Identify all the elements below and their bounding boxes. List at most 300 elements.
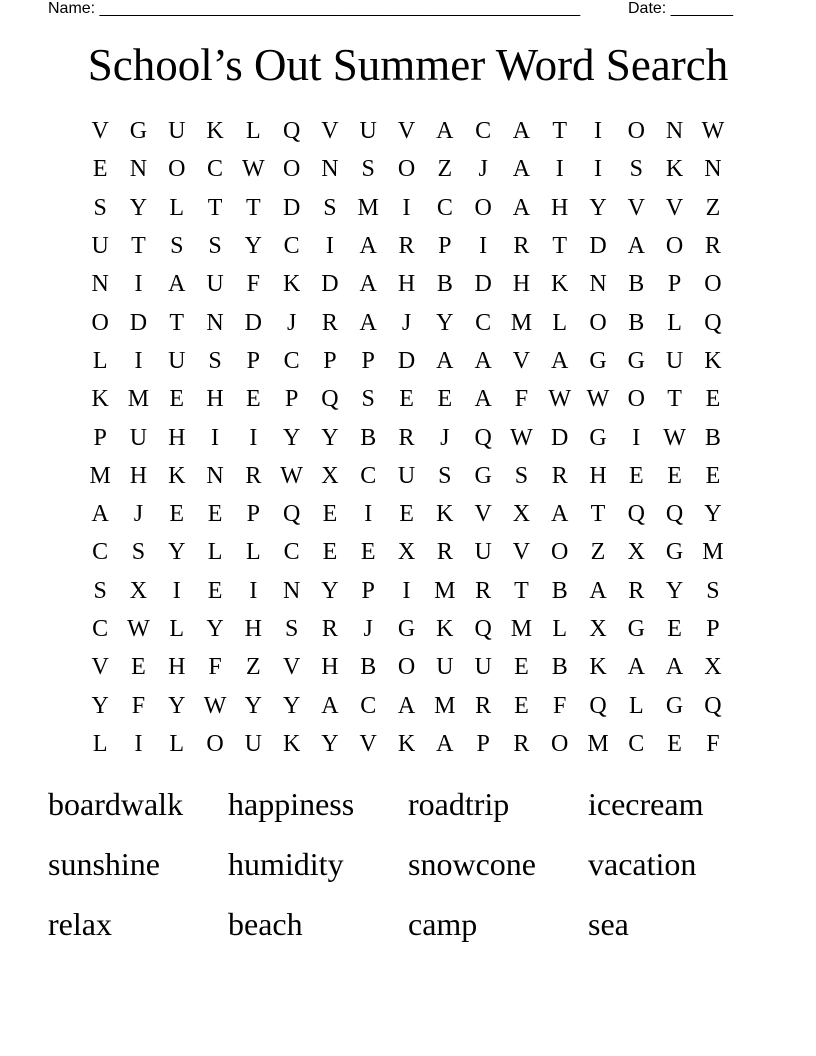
grid-letter: C [92, 616, 109, 642]
grid-letter: I [134, 271, 143, 298]
grid-letter: O [627, 386, 645, 413]
grid-letter: P [438, 233, 452, 260]
grid-letter: D [282, 194, 301, 221]
grid-letter: Q [704, 692, 722, 719]
grid-letter: B [704, 424, 721, 451]
grid-letter: A [551, 347, 569, 374]
grid-letter: A [474, 386, 492, 413]
grid-letter: I [402, 577, 411, 604]
grid-letter: G [589, 347, 607, 374]
grid-letter: E [705, 462, 721, 489]
grid-letter: U [474, 654, 492, 681]
word-list-item: vacation [588, 846, 697, 882]
grid-letter: D [129, 309, 148, 336]
grid-letter: A [436, 347, 454, 374]
grid-letter: M [434, 692, 456, 719]
grid-letter: N [589, 271, 607, 298]
date-field[interactable]: Date: _______ [628, 0, 733, 17]
grid-letter: R [398, 424, 415, 451]
grid-letter: S [208, 233, 222, 260]
grid-letter: Q [474, 424, 492, 451]
grid-letter: I [172, 577, 181, 604]
grid-letter: Y [168, 539, 186, 566]
grid-letter: W [203, 692, 227, 719]
grid-letter: A [321, 692, 339, 719]
grid-letter: R [321, 616, 338, 642]
grid-letter: X [589, 616, 607, 642]
grid-letter: S [208, 347, 222, 374]
grid-letter: M [510, 616, 533, 642]
grid-letter: S [131, 539, 146, 566]
name-field[interactable]: Name: ______________________________________________________ [48, 0, 581, 17]
grid-letter: K [206, 118, 224, 145]
grid-letter: G [397, 616, 416, 642]
grid-letter: V [474, 501, 492, 528]
grid-letter: R [398, 233, 415, 260]
grid-letter: S [284, 616, 299, 642]
grid-letter: O [551, 730, 569, 757]
grid-letter: S [93, 577, 107, 604]
grid-letter: F [553, 692, 567, 719]
grid-letter: Y [244, 692, 262, 719]
grid-letter: O [168, 156, 186, 183]
grid-letter: D [589, 233, 607, 260]
grid-letter: O [551, 539, 569, 566]
grid-letter: O [91, 309, 109, 336]
grid-letter: G [627, 616, 645, 642]
grid-letter: A [512, 118, 531, 145]
grid-letter: E [131, 654, 146, 681]
grid-letter: N [321, 156, 339, 183]
grid-letter: A [359, 233, 377, 260]
grid-letter: K [704, 347, 722, 374]
grid-letter: I [555, 156, 564, 183]
grid-letter: B [436, 271, 453, 298]
grid-letter: R [704, 233, 721, 260]
grid-letter: L [628, 692, 644, 719]
grid-letter: L [552, 309, 568, 336]
grid-letter: X [627, 539, 645, 566]
grid-letter: U [397, 462, 416, 489]
header-line [48, 0, 748, 20]
grid-letter: A [474, 347, 492, 374]
grid-letter: W [586, 386, 610, 413]
grid-letter: W [242, 156, 265, 183]
grid-letter: K [551, 271, 569, 298]
grid-letter: R [628, 577, 645, 604]
grid-letter: I [325, 233, 334, 260]
grid-letter: P [246, 347, 261, 374]
grid-letter: D [474, 271, 492, 298]
grid-letter: T [131, 233, 146, 260]
grid-letter: U [206, 271, 224, 298]
grid-letter: E [705, 386, 721, 413]
grid-letter: S [361, 156, 375, 183]
grid-letter: I [479, 233, 488, 260]
grid-letter: O [397, 156, 416, 183]
grid-letter: Y [321, 424, 339, 451]
grid-letter: R [321, 309, 338, 336]
grid-letter: T [667, 386, 682, 413]
grid-letter: A [168, 271, 186, 298]
grid-letter: C [207, 156, 224, 183]
grid-letter: Y [589, 194, 607, 221]
grid-letter: R [475, 692, 492, 719]
grid-letter: I [249, 424, 258, 451]
grid-letter: A [627, 654, 645, 681]
grid-letter: M [587, 730, 609, 757]
word-list [48, 777, 768, 957]
grid-letter: Y [206, 616, 224, 642]
grid-letter: E [667, 730, 682, 757]
grid-letter: E [169, 386, 185, 413]
grid-letter: V [512, 539, 531, 566]
grid-letter: S [438, 462, 452, 489]
grid-letter: Q [282, 501, 301, 528]
grid-letter: J [133, 501, 144, 528]
grid-letter: L [552, 616, 568, 642]
grid-letter: Q [589, 692, 607, 719]
word-list-item: camp [408, 906, 478, 942]
grid-letter: T [552, 233, 568, 260]
grid-letter: B [360, 654, 377, 681]
grid-letter: G [474, 462, 492, 489]
grid-letter: R [551, 462, 568, 489]
grid-letter: H [244, 616, 262, 642]
grid-letter: A [436, 118, 454, 145]
grid-letter: E [437, 386, 453, 413]
grid-letter: E [399, 501, 414, 528]
grid-letter: N [665, 118, 684, 145]
grid-letter: P [246, 501, 261, 528]
grid-letter: Z [705, 194, 721, 221]
grid-letter: U [474, 539, 492, 566]
grid-letter: M [89, 462, 111, 489]
grid-letter: B [628, 309, 645, 336]
grid-letter: C [360, 692, 377, 719]
grid-letter: L [667, 309, 682, 336]
grid-letter: T [207, 194, 223, 221]
grid-letter: K [665, 156, 684, 183]
grid-letter: N [129, 156, 148, 183]
grid-letter: W [548, 386, 572, 413]
grid-letter: P [93, 424, 107, 451]
grid-letter: P [361, 577, 375, 604]
grid-letter: F [514, 386, 529, 413]
grid-letter: N [206, 462, 224, 489]
grid-letter: R [436, 539, 453, 566]
grid-letter: N [91, 271, 109, 298]
grid-letter: R [245, 462, 262, 489]
grid-letter: A [397, 692, 416, 719]
grid-letter: T [514, 577, 529, 604]
grid-letter: S [170, 233, 184, 260]
grid-letter: V [321, 118, 339, 145]
grid-letter: O [474, 194, 492, 221]
grid-letter: Y [321, 730, 339, 757]
grid-letter: Q [704, 309, 722, 336]
grid-letter: K [436, 616, 454, 642]
grid-letter: A [589, 577, 607, 604]
grid-letter: E [667, 616, 682, 642]
grid-letter: Y [244, 233, 262, 260]
grid-letter: S [514, 462, 529, 489]
grid-letter: H [589, 462, 607, 489]
grid-letter: J [478, 156, 488, 183]
grid-letter: S [629, 156, 643, 183]
grid-letter: H [168, 424, 186, 451]
grid-letter: H [397, 271, 416, 298]
grid-letter: K [282, 730, 301, 757]
grid-letter: Y [168, 692, 186, 719]
grid-letter: Q [665, 501, 684, 528]
grid-letter: E [322, 501, 338, 528]
grid-letter: E [514, 654, 529, 681]
grid-letter: R [513, 730, 530, 757]
grid-letter: V [282, 654, 301, 681]
grid-letter: M [434, 577, 456, 604]
grid-letter: H [551, 194, 569, 221]
grid-letter: U [436, 654, 454, 681]
grid-letter: K [91, 386, 109, 413]
grid-letter: P [323, 347, 337, 374]
grid-letter: E [360, 539, 376, 566]
grid-letter: I [364, 501, 373, 528]
word-list-item: beach [228, 906, 303, 942]
grid-letter: E [169, 501, 185, 528]
grid-letter: O [589, 309, 607, 336]
grid-letter: E [667, 462, 682, 489]
grid-letter: Y [282, 424, 301, 451]
grid-letter: B [628, 271, 645, 298]
grid-letter: G [665, 539, 684, 566]
grid-letter: A [359, 309, 377, 336]
word-list-item: boardwalk [48, 786, 184, 822]
grid-letter: U [129, 424, 148, 451]
grid-letter: W [663, 424, 686, 451]
grid-letter: M [510, 309, 533, 336]
grid-letter: I [134, 730, 143, 757]
grid-letter: O [282, 156, 301, 183]
grid-letter: X [321, 462, 339, 489]
grid-letter: Q [282, 118, 301, 145]
grid-letter: V [512, 347, 531, 374]
grid-letter: G [665, 692, 684, 719]
grid-letter: G [627, 347, 645, 374]
grid-letter: K [589, 654, 607, 681]
grid-letter: D [397, 347, 416, 374]
grid-letter: E [628, 462, 644, 489]
word-list-item: relax [48, 906, 112, 942]
grid-letter: U [244, 730, 262, 757]
grid-letter: M [702, 539, 724, 566]
word-list-item: snowcone [408, 846, 536, 882]
grid-letter: C [283, 347, 300, 374]
grid-letter: G [589, 424, 607, 451]
letter-grid [81, 112, 735, 763]
grid-letter: J [363, 616, 373, 642]
grid-letter: X [704, 654, 722, 681]
grid-letter: Z [590, 539, 606, 566]
grid-letter: W [127, 616, 150, 642]
grid-letter: C [283, 539, 300, 566]
grid-letter: O [665, 233, 684, 260]
grid-letter: P [361, 347, 375, 374]
grid-letter: E [246, 386, 261, 413]
grid-letter: D [244, 309, 262, 336]
grid-letter: L [207, 539, 223, 566]
word-list-item: roadtrip [408, 786, 510, 822]
grid-letter: X [129, 577, 148, 604]
grid-letter: Z [246, 654, 261, 681]
grid-letter: H [129, 462, 148, 489]
grid-letter: M [127, 386, 150, 413]
grid-letter: V [627, 194, 645, 221]
grid-letter: Q [627, 501, 645, 528]
grid-letter: E [399, 386, 414, 413]
grid-letter: F [246, 271, 261, 298]
grid-letter: E [514, 692, 529, 719]
page-title: School’s Out Summer Word Search [87, 40, 729, 90]
grid-letter: N [206, 309, 224, 336]
grid-letter: F [131, 692, 146, 719]
grid-letter: B [551, 654, 568, 681]
grid-letter: S [706, 577, 720, 604]
grid-letter: K [168, 462, 186, 489]
grid-letter: R [513, 233, 530, 260]
word-list-item: humidity [228, 846, 344, 882]
grid-letter: V [359, 730, 377, 757]
grid-letter: C [475, 118, 492, 145]
grid-letter: R [475, 577, 492, 604]
grid-letter: Y [91, 692, 109, 719]
grid-letter: K [397, 730, 416, 757]
word-list-item: sunshine [48, 846, 160, 882]
grid-letter: F [208, 654, 222, 681]
grid-letter: H [206, 386, 224, 413]
grid-letter: A [627, 233, 645, 260]
grid-letter: P [284, 386, 299, 413]
grid-letter: L [169, 730, 185, 757]
grid-letter: Y [436, 309, 454, 336]
grid-letter: B [551, 577, 568, 604]
grid-letter: I [134, 347, 143, 374]
grid-letter: B [360, 424, 377, 451]
grid-letter: Y [665, 577, 684, 604]
grid-letter: F [706, 730, 720, 757]
grid-letter: Y [321, 577, 339, 604]
grid-letter: C [92, 539, 109, 566]
grid-letter: W [701, 118, 725, 145]
grid-letter: K [436, 501, 454, 528]
grid-letter: S [323, 194, 337, 221]
grid-letter: D [551, 424, 569, 451]
grid-letter: H [512, 271, 531, 298]
grid-letter: E [322, 539, 338, 566]
grid-letter: T [246, 194, 261, 221]
grid-letter: D [321, 271, 339, 298]
grid-letter: V [91, 118, 109, 145]
grid-letter: N [282, 577, 301, 604]
grid-letter: N [704, 156, 722, 183]
grid-letter: C [360, 462, 377, 489]
grid-letter: T [169, 309, 185, 336]
grid-letter: V [397, 118, 416, 145]
grid-letter: T [590, 501, 606, 528]
grid-letter: T [552, 118, 568, 145]
grid-letter: O [206, 730, 224, 757]
grid-letter: J [440, 424, 450, 451]
grid-letter: Y [282, 692, 301, 719]
grid-letter: Z [437, 156, 453, 183]
word-list-item: icecream [588, 786, 704, 822]
grid-letter: C [283, 233, 300, 260]
grid-letter: I [402, 194, 411, 221]
grid-letter: S [361, 386, 375, 413]
grid-letter: U [665, 347, 684, 374]
grid-letter: X [397, 539, 416, 566]
grid-letter: L [169, 616, 185, 642]
grid-letter: E [207, 501, 223, 528]
grid-letter: A [512, 194, 531, 221]
grid-letter: O [627, 118, 645, 145]
grid-letter: C [628, 730, 645, 757]
grid-letter: M [357, 194, 379, 221]
grid-letter: J [401, 309, 412, 336]
grid-letter: L [92, 347, 108, 374]
word-list-item: sea [588, 906, 629, 942]
grid-letter: U [168, 347, 186, 374]
grid-letter: L [169, 194, 185, 221]
grid-letter: U [359, 118, 377, 145]
grid-letter: H [168, 654, 186, 681]
grid-letter: C [436, 194, 453, 221]
grid-letter: P [476, 730, 490, 757]
grid-letter: Y [704, 501, 722, 528]
grid-letter: C [475, 309, 492, 336]
grid-letter: X [512, 501, 531, 528]
grid-letter: W [510, 424, 533, 451]
grid-letter: A [436, 730, 454, 757]
grid-letter: I [249, 577, 258, 604]
grid-letter: I [594, 118, 602, 145]
grid-letter: U [168, 118, 186, 145]
grid-letter: Y [129, 194, 148, 221]
grid-letter: E [207, 577, 223, 604]
grid-letter: I [632, 424, 641, 451]
grid-letter: A [665, 654, 684, 681]
grid-letter: L [246, 118, 261, 145]
grid-letter: A [359, 271, 377, 298]
grid-letter: I [594, 156, 602, 183]
grid-letter: P [667, 271, 682, 298]
grid-letter: A [551, 501, 569, 528]
grid-letter: V [91, 654, 109, 681]
grid-letter: V [665, 194, 684, 221]
grid-letter: W [280, 462, 303, 489]
grid-letter: H [321, 654, 339, 681]
grid-letter: Q [321, 386, 339, 413]
grid-letter: A [91, 501, 109, 528]
grid-letter: L [246, 539, 261, 566]
grid-letter: O [397, 654, 416, 681]
grid-letter: E [92, 156, 108, 183]
grid-letter: O [704, 271, 722, 298]
grid-letter: A [512, 156, 531, 183]
grid-letter: Q [474, 616, 492, 642]
grid-letter: L [92, 730, 108, 757]
grid-letter: K [282, 271, 301, 298]
